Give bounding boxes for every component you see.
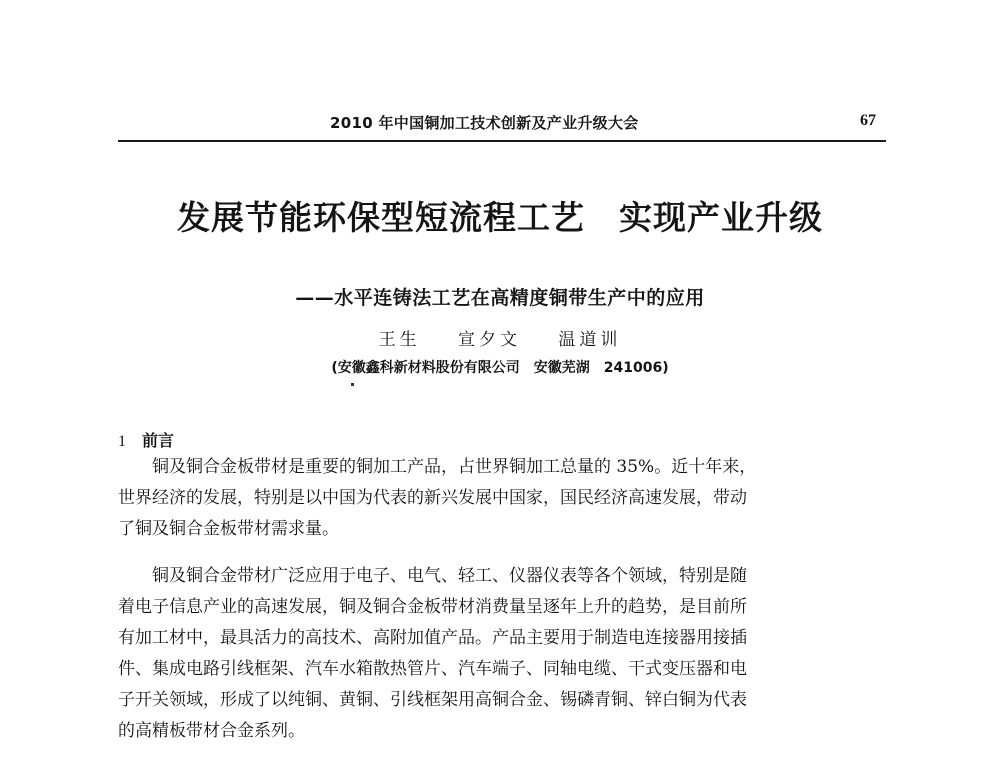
author: 温道训 (558, 330, 622, 350)
paragraph-line: 着电子信息产业的高速发展，铜及铜合金板带材消费量呈逐年上升的趋势，是目前所 (118, 597, 747, 617)
header-rule (118, 140, 886, 142)
author-list (0, 325, 1000, 350)
affiliation-postcode: 241006 (603, 360, 663, 376)
scan-artifact-dot (351, 383, 354, 386)
author: 宣夕文 (458, 330, 521, 350)
paragraph-line: 铜及铜合金带材广泛应用于电子、电气、轻工、仪器仪表等各个领域，特别是随 (152, 566, 747, 586)
paragraph-line: 了铜及铜合金板带材需求量。 (118, 519, 339, 539)
affiliation-company: 安徽鑫科新材料股份有限公司 (337, 360, 520, 376)
section-number: 1 (118, 433, 126, 450)
affiliation (0, 357, 1000, 377)
paragraph-line: 铜及铜合金板带材是重要的铜加工产品，占世界铜加工总量的 35%。近十年来， (152, 457, 757, 477)
affiliation-close-paren: ) (662, 360, 669, 376)
paper-title (0, 192, 1000, 239)
paragraph-line: 的高精板带材合金系列。 (118, 721, 305, 741)
running-header (118, 112, 886, 138)
paragraph-1 (118, 452, 888, 545)
paragraph-line: 世界经济的发展，特别是以中国为代表的新兴发展中国家，国民经济高速发展，带动 (118, 488, 747, 508)
paper-subtitle: ——水平连铸法工艺在高精度铜带生产中的应用 (295, 287, 705, 309)
paragraph-line: 件、集成电路引线框架、汽车水箱散热管片、汽车端子、同轴电缆、干式变压器和电 (118, 659, 747, 679)
affiliation-open-paren: ( (331, 360, 338, 376)
running-title: 2010 年中国铜加工技术创新及产业升级大会 (330, 114, 639, 132)
section-heading (118, 428, 174, 451)
affiliation-location: 安徽芜湖 (533, 360, 590, 376)
author: 王生 (378, 330, 421, 350)
paragraph-line: 子开关领域，形成了以纯铜、黄铜、引线框架用高铜合金、锡磷青铜、锌白铜为代表 (118, 690, 747, 710)
paragraph-line: 有加工材中，最具活力的高技术、高附加值产品。产品主要用于制造电连接器用接插 (118, 628, 747, 648)
paper-title-part1: 发展节能环保型短流程工艺 (177, 198, 585, 237)
page-number: 67 (860, 112, 876, 129)
paragraph-2 (118, 561, 888, 747)
section-title: 前言 (142, 431, 175, 450)
paper-title-part2: 实现产业升级 (619, 198, 823, 237)
